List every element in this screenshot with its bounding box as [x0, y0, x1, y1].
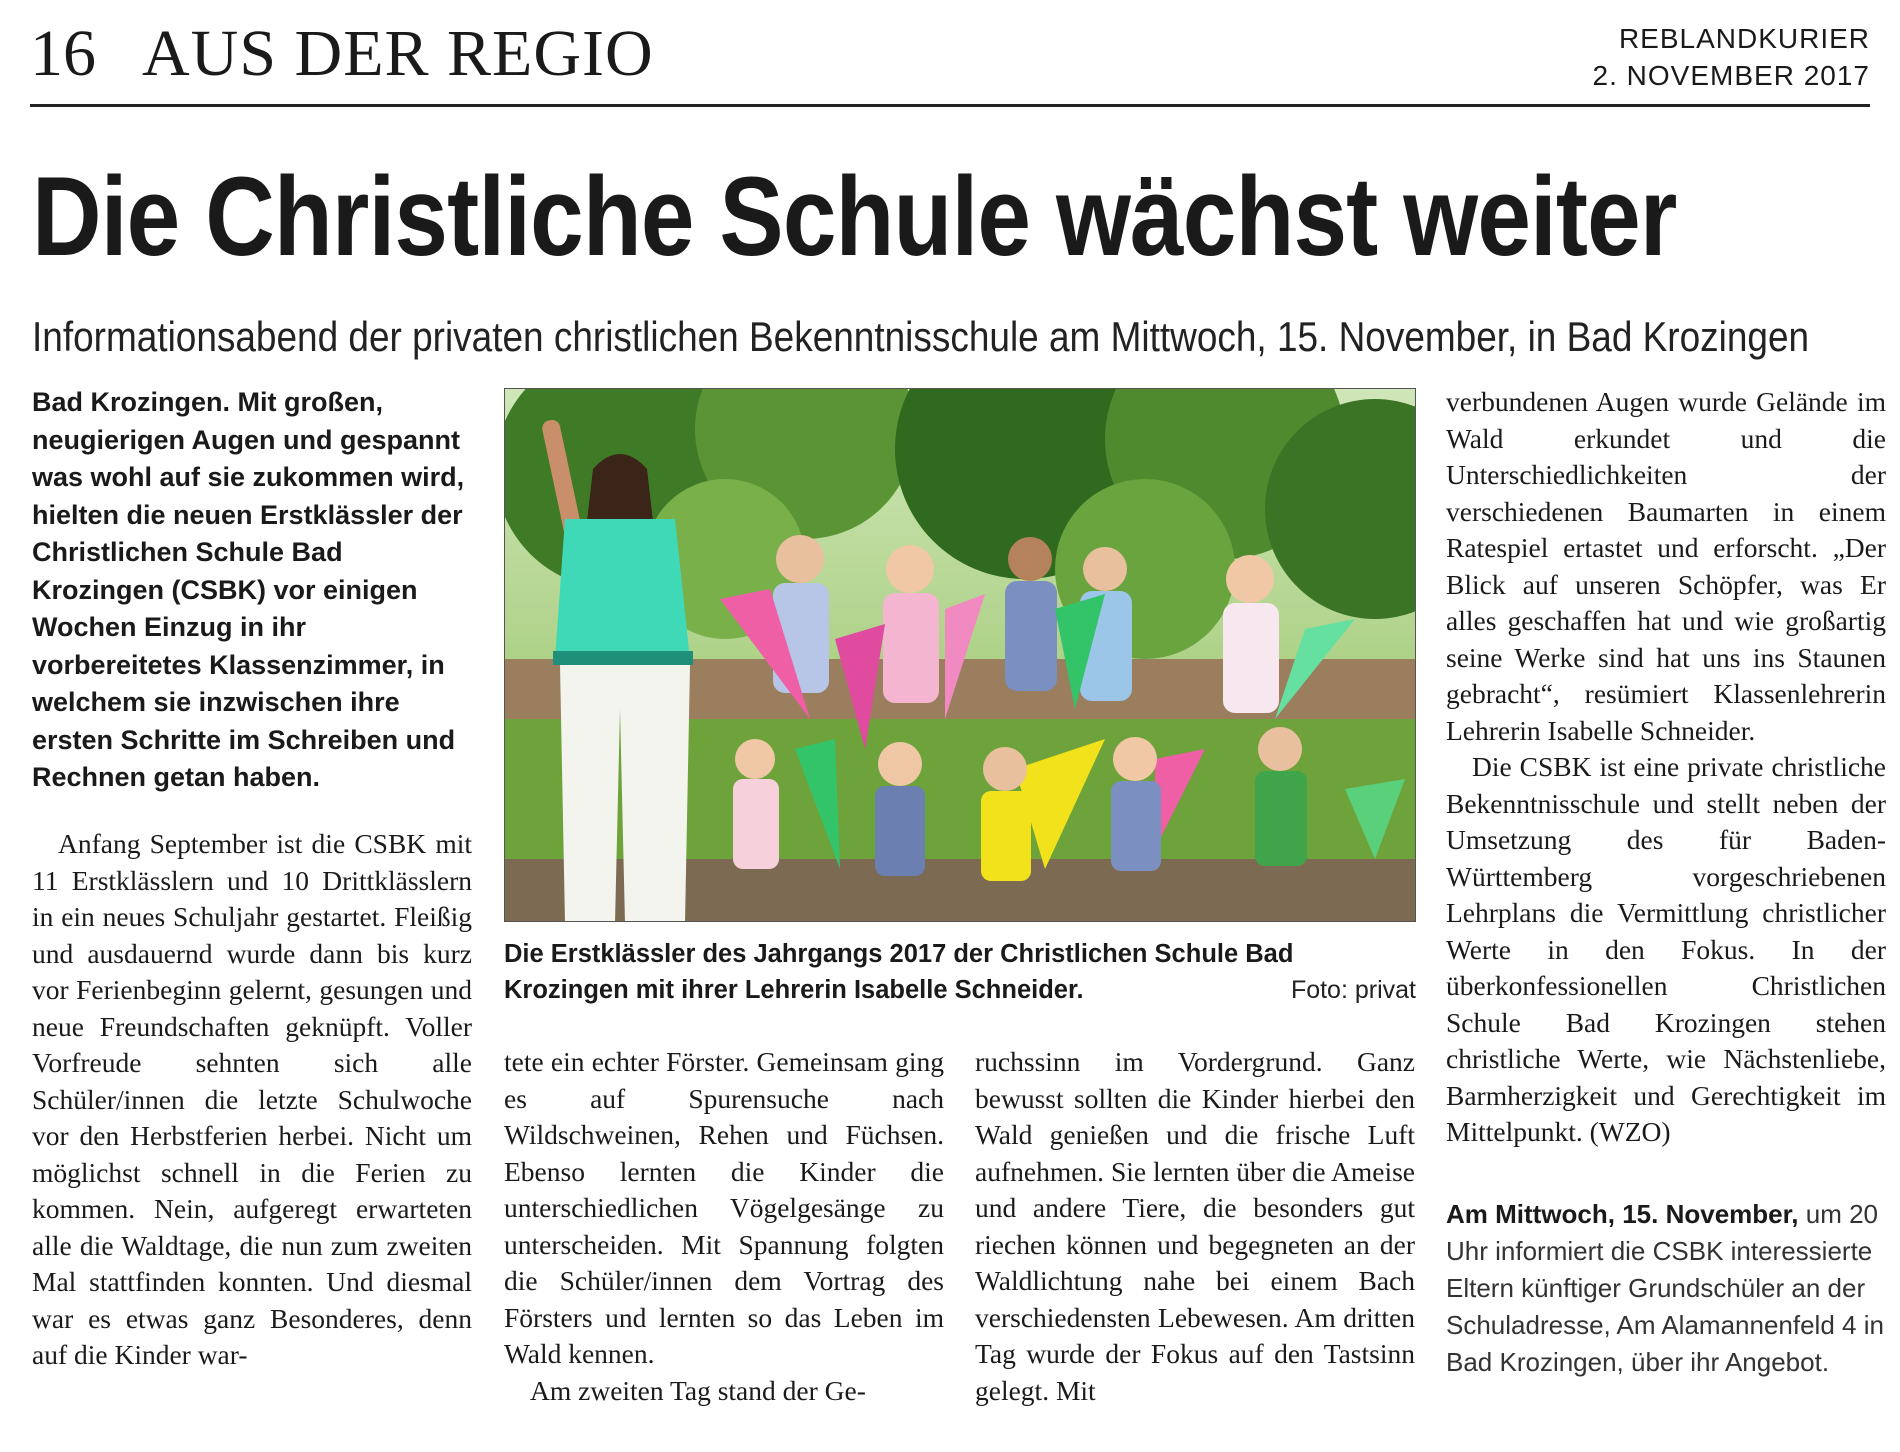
column-2-text-2: Am zweiten Tag stand der Ge-: [530, 1374, 866, 1406]
paper-name: REBLANDKURIER: [1618, 23, 1870, 54]
column-3: [975, 1044, 1415, 1409]
column-2-text: tete ein echter Förster. Gemeinsam ging es auf Spurensuche nach Wildschweinen, Rehen und Füchsen. Ebenso lernten die Kinder die unterschiedlichen Vögelgesänge zu unterscheiden. Mit Spannung folgten die Schüler/innen dem Vortrag des Försters und lernten so das Leben im Wald kennen.: [504, 1046, 944, 1369]
article-subtitle: Informationsabend der privaten christlichen Bekenntnisschule am Mittwoch, 15. November, in Bad Krozingen: [32, 313, 1810, 360]
column-1: [32, 826, 472, 1374]
event-info-date: Am Mittwoch, 15. November,: [1446, 1199, 1799, 1229]
masthead-info: [1593, 20, 1870, 94]
photo-illustration: [505, 389, 1416, 922]
column-4-text-2: Die CSBK ist eine private christliche Bekenntnisschule und stellt neben der Umsetzung des für Baden-Württemberg vorgeschriebenen Lehrplans die Vermittlung christlicher Werte in den Fokus. In der überkonfessionellen Christlichen Schule Bad Krozingen stehen christliche Werte, wie Nächstenliebe, Barmherzigkeit und Gerechtigkeit im Mittelpunkt. (WZO): [1446, 751, 1886, 1147]
lead-paragraph: [32, 384, 472, 797]
column-2: [504, 1044, 944, 1409]
section-title: AUS DER REGIO: [142, 17, 654, 90]
lead-text: Bad Krozingen. Mit großen, neugierigen Augen und gespannt was wohl auf sie zukommen wird, hielten die neuen Erstklässler der Christlichen Schule Bad Krozingen (CSBK) vor einigen Wochen Einzug in ihr vorbereitetes Klassenzimmer, in welchem sie inzwischen ihre ersten Schritte im Schreiben und Rechnen getan haben.: [32, 387, 465, 792]
event-info-text: um 20 Uhr informiert die CSBK interessierte Eltern künftiger Grundschüler an der Schuladresse, Am Alamannenfeld 4 in Bad Krozingen, über ihr Angebot.: [1446, 1199, 1884, 1377]
column-4: [1446, 384, 1886, 1151]
photo-caption: Die Erstklässler des Jahrgangs 2017 der Christlichen Schule Bad Krozingen mit ihrer Lehrerin Isabelle Schneider.: [504, 940, 1294, 1004]
column-3-text: ruchssinn im Vordergrund. Ganz bewusst sollten die Kinder hierbei den Wald genießen und die frische Luft aufnehmen. Sie lernten über die Ameise und andere Tiere, die besonders gut riechen können und begegneten an der Waldlichtung nahe bei einem Bach verschiedensten Lebewesen. Am dritten Tag wurde der Fokus auf den Tastsinn gelegt. Mit: [975, 1046, 1415, 1406]
event-info-box: [1446, 1196, 1886, 1381]
column-1-text: Anfang September ist die CSBK mit 11 Erstklässlern und 10 Drittklässlern in ein neues Schuljahr gestartet. Fleißig und ausdauernd wurde dann bis kurz vor Ferienbeginn gelernt, gesungen und neue Freundschaften geknüpft. Voller Vorfreude sehnten sich alle Schüler/innen die letzte Schulwoche vor den Herbstferien herbei. Nicht um möglichst schnell in die Ferien zu kommen. Nein, aufgeregt erwarteten alle die Waldtage, die nun zum zweiten Mal stattfinden konnten. Und diesmal war es etwas ganz Besonderes, denn auf die Kinder war-: [32, 828, 472, 1370]
article-photo: [504, 388, 1416, 922]
photo-credit: Foto: privat: [1290, 976, 1416, 1004]
page-number: 16: [30, 17, 96, 90]
issue-date: 2. NOVEMBER 2017: [1592, 60, 1870, 91]
header-rule: [30, 104, 1870, 107]
article-headline: Die Christliche Schule wächst weiter: [32, 154, 1677, 279]
column-4-text: verbundenen Augen wurde Gelände im Wald erkundet und die Unterschiedlichkeiten der verschiedenen Baumarten in einem Ratespiel ertastet und erforscht. „Der Blick auf unseren Schöpfer, was Er alles geschaffen hat und wie großartig seine Werke sind hat uns ins Staunen gebracht“, resümiert Klassenlehrerin Lehrerin Isabelle Schneider.: [1446, 386, 1886, 746]
